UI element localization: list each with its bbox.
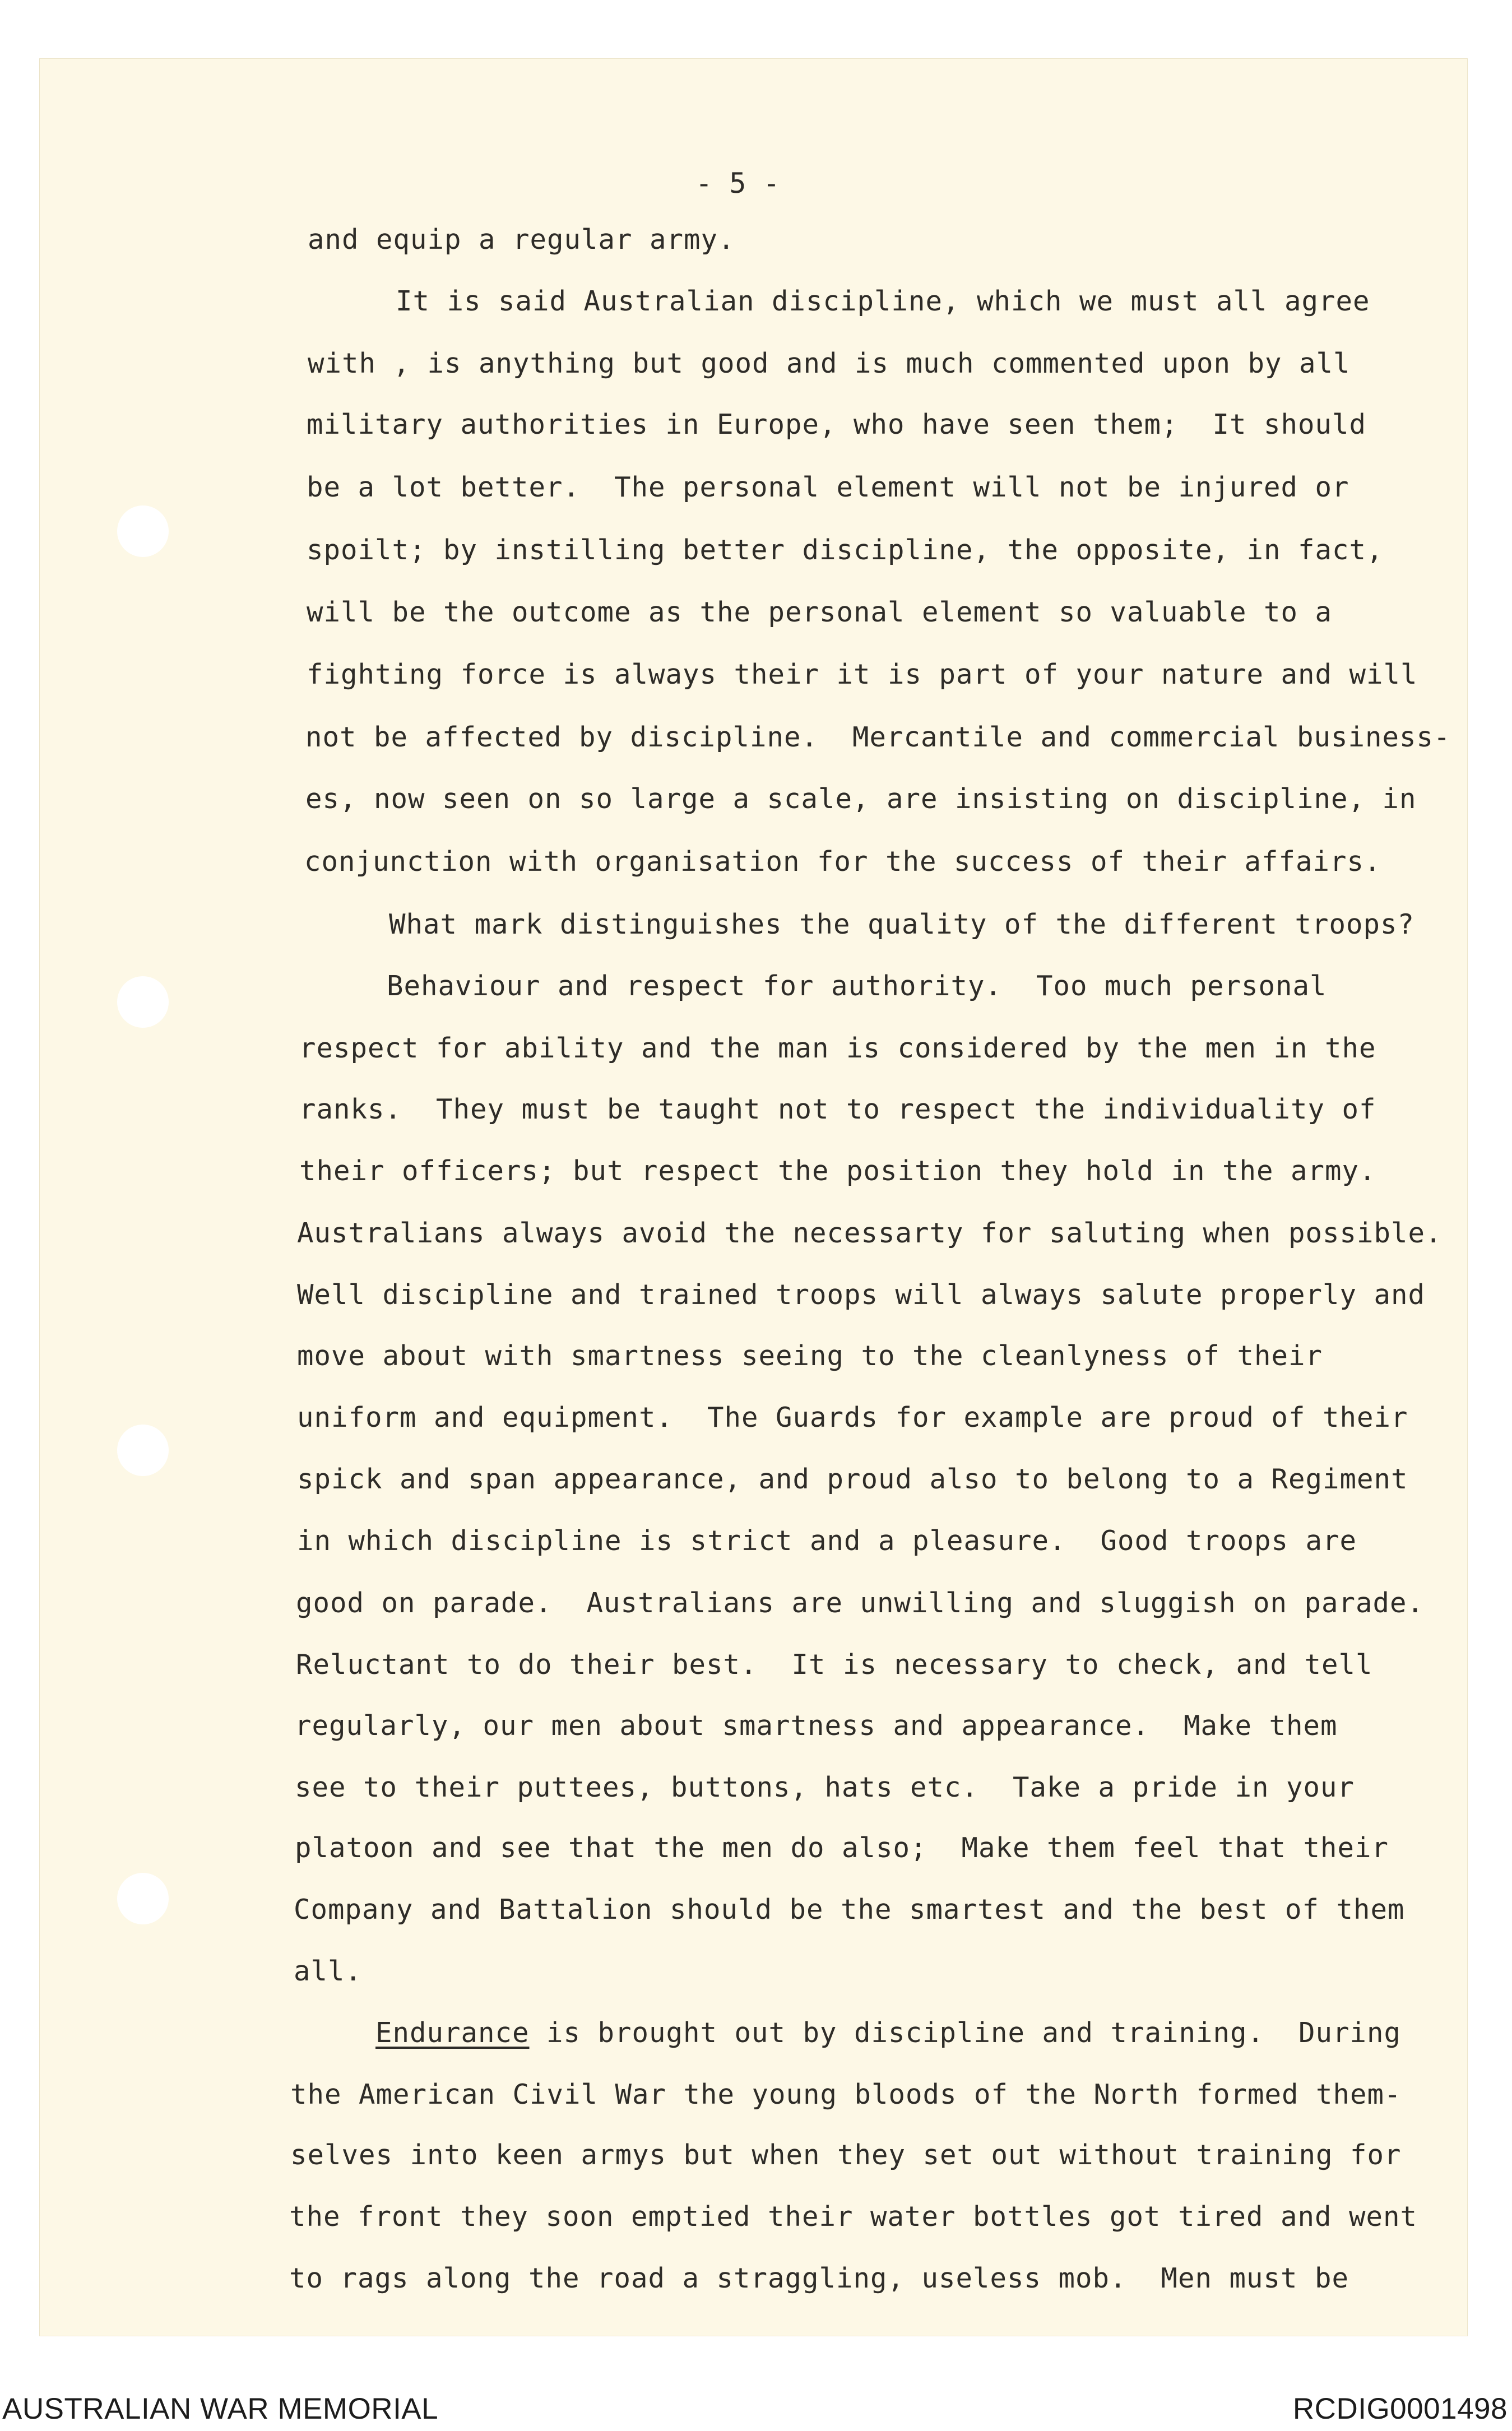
document-page bbox=[40, 59, 1467, 2336]
text-line: Behaviour and respect for authority. Too much personal bbox=[387, 970, 1327, 1002]
text-line: Australians always avoid the necessarty for saluting when possible. bbox=[297, 1217, 1443, 1249]
text-line: es, now seen on so large a scale, are insisting on discipline, in bbox=[305, 783, 1417, 815]
text-line: Well discipline and trained troops will always salute properly and bbox=[297, 1279, 1426, 1311]
text-line: will be the outcome as the personal element so valuable to a bbox=[307, 596, 1333, 628]
text-line: and equip a regular army. bbox=[308, 224, 735, 256]
text-line: not be affected by discipline. Mercantile and commercial business- bbox=[305, 721, 1451, 753]
text-line: to rags along the road a straggling, useless mob. Men must be bbox=[289, 2262, 1349, 2294]
punch-hole bbox=[117, 1425, 169, 1476]
underlined-term: Endurance bbox=[375, 2017, 530, 2049]
text-line: their officers; but respect the position they hold in the army. bbox=[299, 1155, 1376, 1187]
page-number: - 5 - bbox=[695, 167, 780, 200]
text-line-rest: is brought out by discipline and training. During bbox=[529, 2017, 1402, 2049]
text-line: Company and Battalion should be the smartest and the best of them bbox=[294, 1894, 1405, 1926]
text-line: Reluctant to do their best. It is necessary to check, and tell bbox=[296, 1649, 1373, 1681]
text-line: selves into keen armys but when they set out without training for bbox=[290, 2139, 1402, 2171]
text-line: platoon and see that the men do also; Make them feel that their bbox=[295, 1832, 1389, 1864]
punch-hole bbox=[117, 505, 169, 557]
text-line: It is said Australian discipline, which we must all agree bbox=[396, 285, 1370, 317]
text-line: uniform and equipment. The Guards for example are proud of their bbox=[297, 1402, 1408, 1433]
text-line: in which discipline is strict and a pleasure. Good troops are bbox=[297, 1525, 1357, 1557]
text-line: with , is anything but good and is much commented upon by all bbox=[308, 347, 1351, 379]
text-line: all. bbox=[294, 1955, 363, 1987]
text-line: be a lot better. The personal element will not be injured or bbox=[307, 471, 1349, 503]
text-line: ranks. They must be taught not to respect the individuality of bbox=[299, 1093, 1376, 1125]
text-line: good on parade. Australians are unwilling and sluggish on parade. bbox=[296, 1587, 1425, 1619]
text-line bbox=[375, 2019, 1401, 2047]
text-line: regularly, our men about smartness and appearance. Make them bbox=[295, 1710, 1338, 1742]
text-line: spoilt; by instilling better discipline, the opposite, in fact, bbox=[307, 534, 1384, 566]
text-line: the American Civil War the young bloods of the North formed them- bbox=[290, 2079, 1402, 2110]
footer-record-id: RCDIG0001498 bbox=[1292, 2392, 1508, 2425]
text-line: move about with smartness seeing to the cleanlyness of their bbox=[297, 1340, 1323, 1372]
text-line: fighting force is always their it is part of your nature and will bbox=[307, 658, 1418, 690]
footer-institution: AUSTRALIAN WAR MEMORIAL bbox=[2, 2392, 439, 2425]
text-line: respect for ability and the man is considered by the men in the bbox=[299, 1032, 1376, 1064]
text-line: What mark distinguishes the quality of the different troops? bbox=[389, 908, 1415, 940]
text-line: spick and span appearance, and proud also to belong to a Regiment bbox=[297, 1463, 1408, 1495]
text-line: conjunction with organisation for the success of their affairs. bbox=[304, 846, 1381, 878]
text-line: military authorities in Europe, who have seen them; It should bbox=[307, 409, 1367, 440]
punch-hole bbox=[117, 1873, 169, 1924]
punch-hole bbox=[117, 976, 169, 1028]
text-line: see to their puttees, buttons, hats etc. Take a pride in your bbox=[295, 1771, 1355, 1803]
text-line: the front they soon emptied their water bottles got tired and went bbox=[289, 2201, 1418, 2233]
